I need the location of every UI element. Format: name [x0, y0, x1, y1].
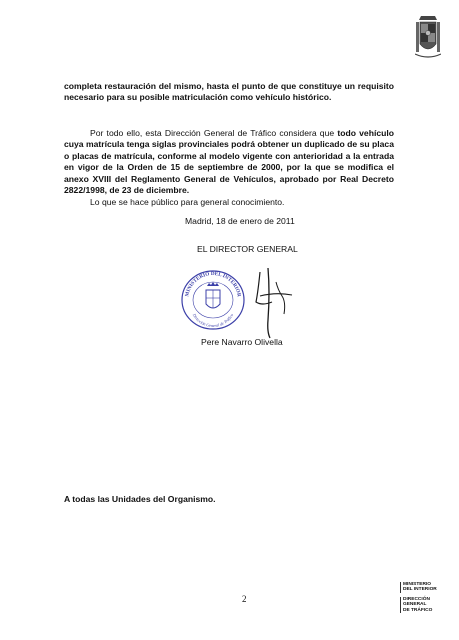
footer-ministry: [400, 582, 455, 593]
paragraph-public-notice: Lo que se hace público para general conocimiento.: [90, 197, 285, 207]
seal-text-top: MINISTERIO DEL INTERIOR: [184, 270, 242, 298]
footer-ministry-block: [400, 582, 455, 617]
page-number: 2: [242, 594, 247, 604]
paragraph-conclusion-bold: todo vehículo cuya matrícula tenga siglas provinciales podrá obtener un duplicado de su placa o placas de matrícula, conforme al modelo vigente con anterioridad a la entrada en vigor de la Orden de 15 de septiembre de 2000, por la que se modifica el anexo XVIII del Reglamento General de Vehículos, aprobado por Real Decreto 2822/1998, de 23 de diciembre.: [64, 128, 395, 196]
signing-date: Madrid, 18 de enero de 2011: [185, 216, 295, 226]
footer-department: [400, 597, 455, 613]
signer-title: EL DIRECTOR GENERAL: [197, 244, 298, 254]
recipients-line: A todas las Unidades del Organismo.: [64, 494, 216, 504]
signer-name: Pere Navarro Olivella: [201, 337, 283, 347]
footer-department-line-1: DIRECCIÓN: [403, 596, 430, 602]
footer-department-line-3: DE TRÁFICO: [403, 607, 433, 613]
footer-ministry-line-1: MINISTERIO: [403, 582, 431, 587]
footer-department-line-2: GENERAL: [403, 602, 427, 608]
paragraph-conclusion: [64, 128, 394, 196]
seal-text-bottom: Dirección General de Tráfico: [191, 312, 235, 329]
handwritten-signature: [246, 262, 296, 342]
footer-ministry-line-2: DEL INTERIOR: [403, 587, 437, 593]
official-seal-icon: [178, 268, 248, 332]
paragraph-restoration: completa restauración del mismo, hasta el punto de que constituye un requisito necesario para su posible matriculación como vehículo histórico.: [64, 81, 394, 103]
paragraph-conclusion-lead: Por todo ello, esta Dirección General de Tráfico considera que: [90, 128, 338, 138]
coat-of-arms-icon: [415, 14, 441, 62]
